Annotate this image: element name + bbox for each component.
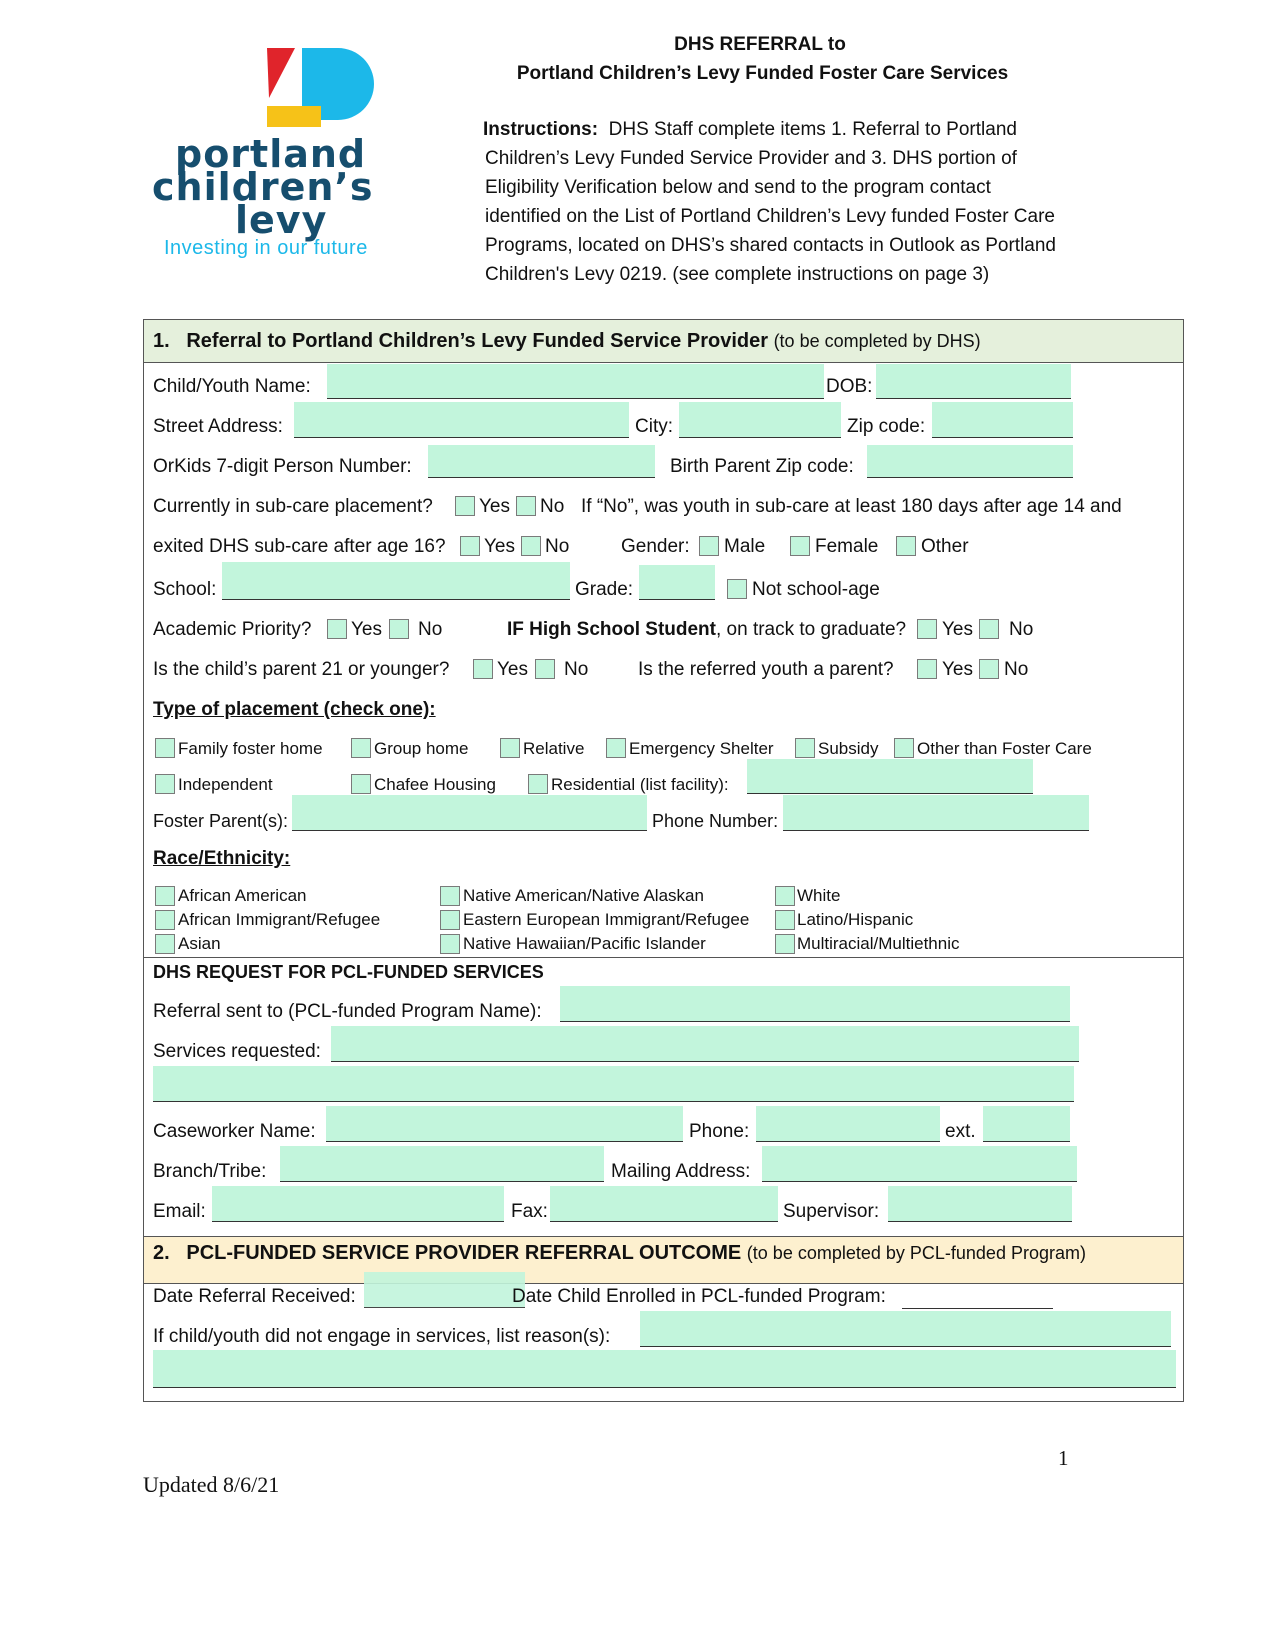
gender-other-label: Other [921, 536, 969, 557]
school-field[interactable] [222, 562, 570, 600]
section-2-note: (to be completed by PCL-funded Program) [746, 1243, 1086, 1263]
grade-label: Grade: [575, 579, 634, 600]
supervisor-field[interactable] [888, 1186, 1072, 1222]
instructions-line: Children’s Levy Funded Service Provider and 3. DHS portion of [485, 148, 1017, 169]
placement-relative-label: Relative [523, 739, 585, 758]
placement-family-foster-checkbox[interactable] [155, 738, 175, 758]
race-latino-label: Latino/Hispanic [797, 910, 914, 929]
not-school-age-checkbox[interactable] [727, 579, 747, 599]
placement-chafee-checkbox[interactable] [351, 774, 371, 794]
mailing-address-label: Mailing Address: [611, 1161, 751, 1182]
race-white-checkbox[interactable] [775, 886, 795, 906]
logo-line-2: children’s [152, 165, 374, 209]
placement-independent-checkbox[interactable] [155, 774, 175, 794]
instructions-line: Programs, located on DHS’s shared contacts in Outlook as Portland [485, 235, 1056, 256]
placement-emergency-shelter-checkbox[interactable] [606, 738, 626, 758]
date-enrolled-field[interactable] [902, 1284, 1053, 1309]
parent-21-no-label: No [564, 659, 589, 680]
branch-tribe-label: Branch/Tribe: [153, 1161, 267, 1182]
parent-21-yes-checkbox[interactable] [473, 659, 493, 679]
race-eastern-european-checkbox[interactable] [440, 910, 460, 930]
placement-group-home-checkbox[interactable] [351, 738, 371, 758]
not-school-age-label: Not school-age [752, 579, 880, 600]
section-1-title [153, 330, 981, 353]
race-heading: Race/Ethnicity: [153, 848, 291, 869]
instructions [483, 115, 1056, 289]
race-multiracial-checkbox[interactable] [775, 934, 795, 954]
grade-field[interactable] [639, 565, 715, 600]
gender-other-checkbox[interactable] [896, 536, 916, 556]
child-name-field[interactable] [327, 364, 824, 399]
gender-female-checkbox[interactable] [790, 536, 810, 556]
academic-priority-label: Academic Priority? [153, 619, 312, 640]
exited-no-checkbox[interactable] [521, 536, 541, 556]
subcare-yes-checkbox[interactable] [455, 496, 475, 516]
not-engage-field[interactable] [640, 1311, 1171, 1347]
updated-date: Updated 8/6/21 [143, 1472, 280, 1497]
residential-facility-field[interactable] [747, 759, 1033, 794]
section-1-number: 1. [153, 330, 170, 352]
parent-21-label: Is the child’s parent 21 or younger? [153, 659, 450, 680]
gender-male-label: Male [724, 536, 766, 557]
dob-label: DOB: [826, 376, 873, 397]
zip-code-label: Zip code: [847, 416, 926, 437]
section-2-number: 2. [153, 1242, 170, 1264]
gender-label: Gender: [621, 536, 690, 557]
phone-number-field[interactable] [783, 795, 1089, 831]
race-native-american-checkbox[interactable] [440, 886, 460, 906]
logo-tagline: Investing in our future [164, 237, 368, 259]
fax-label: Fax: [511, 1201, 548, 1222]
exited-yes-checkbox[interactable] [460, 536, 480, 556]
race-african-american-label: African American [178, 886, 307, 905]
placement-other-than-foster-checkbox[interactable] [894, 738, 914, 758]
city-label: City: [635, 416, 673, 437]
instructions-label: Instructions: [483, 119, 599, 140]
race-latino-checkbox[interactable] [775, 910, 795, 930]
page-number: 1 [1058, 1446, 1069, 1470]
referral-sent-field[interactable] [560, 986, 1070, 1022]
race-asian-checkbox[interactable] [155, 934, 175, 954]
placement-family-foster-label: Family foster home [178, 739, 323, 758]
logo-line-3: levy [235, 198, 328, 242]
exited-yes-label: Yes [484, 536, 515, 557]
academic-yes-label: Yes [351, 619, 382, 640]
section-divider [144, 957, 1183, 958]
orkids-field[interactable] [428, 445, 655, 478]
gender-male-checkbox[interactable] [699, 536, 719, 556]
youth-parent-no-label: No [1004, 659, 1029, 680]
date-referral-received-label: Date Referral Received: [153, 1286, 356, 1307]
instructions-line: Eligibility Verification below and send to the program contact [485, 177, 991, 198]
city-field[interactable] [679, 402, 841, 438]
instructions-line: DHS Staff complete items 1. Referral to Portland [608, 119, 1017, 140]
if-high-school-label: IF High School Student [507, 619, 716, 640]
instructions-line: Children's Levy 0219. (see complete instructions on page 3) [485, 264, 990, 285]
race-african-american-checkbox[interactable] [155, 886, 175, 906]
street-address-label: Street Address: [153, 416, 283, 437]
mailing-address-field[interactable] [762, 1146, 1077, 1182]
race-native-american-label: Native American/Native Alaskan [463, 886, 704, 905]
school-label: School: [153, 579, 217, 600]
youth-parent-no-checkbox[interactable] [979, 659, 999, 679]
academic-yes-checkbox[interactable] [327, 619, 347, 639]
subcare-no-label: No [540, 496, 565, 517]
child-name-label: Child/Youth Name: [153, 376, 311, 397]
pcl-logo-mark [150, 40, 450, 135]
services-requested-label: Services requested: [153, 1041, 321, 1062]
placement-residential-label: Residential (list facility): [551, 775, 729, 794]
section-2-title [153, 1242, 1086, 1265]
placement-chafee-label: Chafee Housing [374, 775, 496, 794]
not-engage-field-2[interactable] [153, 1350, 1176, 1388]
race-multiracial-label: Multiracial/Multiethnic [797, 934, 960, 953]
race-white-label: White [797, 886, 841, 905]
services-requested-field-2[interactable] [153, 1066, 1074, 1102]
phone-number-label: Phone Number: [652, 811, 779, 831]
on-track-no-checkbox[interactable] [979, 619, 999, 639]
birth-parent-zip-label: Birth Parent Zip code: [670, 456, 854, 477]
on-track-no-label: No [1009, 619, 1034, 640]
placement-independent-label: Independent [178, 775, 273, 794]
section-1-note: (to be completed by DHS) [773, 331, 981, 351]
caseworker-phone-label: Phone: [689, 1121, 750, 1142]
placement-heading: Type of placement (check one): [153, 699, 436, 720]
section-2-heading: PCL-FUNDED SERVICE PROVIDER REFERRAL OUTCOME [186, 1242, 742, 1264]
subcare-yes-label: Yes [479, 496, 510, 517]
birth-parent-zip-field[interactable] [867, 445, 1073, 478]
instructions-line: identified on the List of Portland Children’s Levy funded Foster Care [485, 206, 1055, 227]
foster-parents-field[interactable] [292, 795, 647, 831]
parent-21-yes-label: Yes [497, 659, 528, 680]
logo [150, 40, 450, 270]
on-track-label: , on track to graduate? [715, 619, 907, 640]
subcare-no-checkbox[interactable] [516, 496, 536, 516]
exited-label: exited DHS sub-care after age 16? [153, 536, 446, 557]
ext-label: ext. [945, 1121, 976, 1142]
caseworker-name-label: Caseworker Name: [153, 1121, 316, 1142]
on-track-yes-checkbox[interactable] [917, 619, 937, 639]
placement-emergency-shelter-label: Emergency Shelter [629, 739, 774, 758]
academic-no-label: No [418, 619, 443, 640]
placement-subsidy-checkbox[interactable] [795, 738, 815, 758]
gender-female-label: Female [815, 536, 879, 557]
placement-group-home-label: Group home [374, 739, 469, 758]
exited-no-label: No [545, 536, 570, 557]
services-requested-field[interactable] [331, 1026, 1079, 1062]
caseworker-phone-field[interactable] [756, 1106, 940, 1142]
branch-tribe-field[interactable] [280, 1146, 604, 1182]
email-field[interactable] [212, 1186, 504, 1222]
street-address-field[interactable] [294, 402, 629, 438]
race-native-hawaiian-label: Native Hawaiian/Pacific Islander [463, 934, 706, 953]
youth-parent-yes-checkbox[interactable] [917, 659, 937, 679]
placement-residential-checkbox[interactable] [528, 774, 548, 794]
date-referral-received-field[interactable] [364, 1272, 525, 1308]
subcare-label: Currently in sub-care placement? [153, 496, 433, 517]
race-african-immigrant-label: African Immigrant/Refugee [178, 910, 381, 929]
placement-other-than-foster-label: Other than Foster Care [917, 739, 1092, 758]
supervisor-label: Supervisor: [783, 1201, 880, 1222]
section-1-heading: Referral to Portland Children’s Levy Funded Service Provider [186, 330, 768, 352]
not-engage-label: If child/youth did not engage in services, list reason(s): [153, 1326, 611, 1347]
email-label: Email: [153, 1201, 206, 1222]
foster-parents-label: Foster Parent(s): [153, 811, 289, 831]
dhs-request-heading: DHS REQUEST FOR PCL-FUNDED SERVICES [153, 962, 544, 982]
ext-field[interactable] [983, 1106, 1070, 1142]
zip-code-field[interactable] [932, 402, 1073, 438]
race-native-hawaiian-checkbox[interactable] [440, 934, 460, 954]
page-title-line-2: Portland Children’s Levy Funded Foster Care Services [516, 63, 1009, 84]
fax-field[interactable] [550, 1186, 778, 1222]
page-title-line-1: DHS REFERRAL to [674, 34, 846, 55]
caseworker-name-field[interactable] [326, 1106, 683, 1142]
placement-relative-checkbox[interactable] [500, 738, 520, 758]
on-track-yes-label: Yes [942, 619, 973, 640]
youth-parent-label: Is the referred youth a parent? [638, 659, 894, 680]
date-enrolled-label: Date Child Enrolled in PCL-funded Program: [512, 1286, 886, 1307]
logo-line-1: portland [175, 132, 367, 176]
on-track-question [507, 619, 906, 641]
race-african-immigrant-checkbox[interactable] [155, 910, 175, 930]
race-asian-label: Asian [178, 934, 221, 953]
dob-field[interactable] [876, 364, 1071, 399]
academic-no-checkbox[interactable] [389, 619, 409, 639]
orkids-label: OrKids 7-digit Person Number: [153, 456, 412, 477]
race-eastern-european-label: Eastern European Immigrant/Refugee [463, 910, 750, 929]
subcare-if-no-text: If “No”, was youth in sub-care at least 180 days after age 14 and [581, 496, 1122, 517]
referral-sent-label: Referral sent to (PCL-funded Program Name): [153, 1001, 542, 1022]
placement-subsidy-label: Subsidy [818, 739, 879, 758]
parent-21-no-checkbox[interactable] [535, 659, 555, 679]
youth-parent-yes-label: Yes [942, 659, 973, 680]
